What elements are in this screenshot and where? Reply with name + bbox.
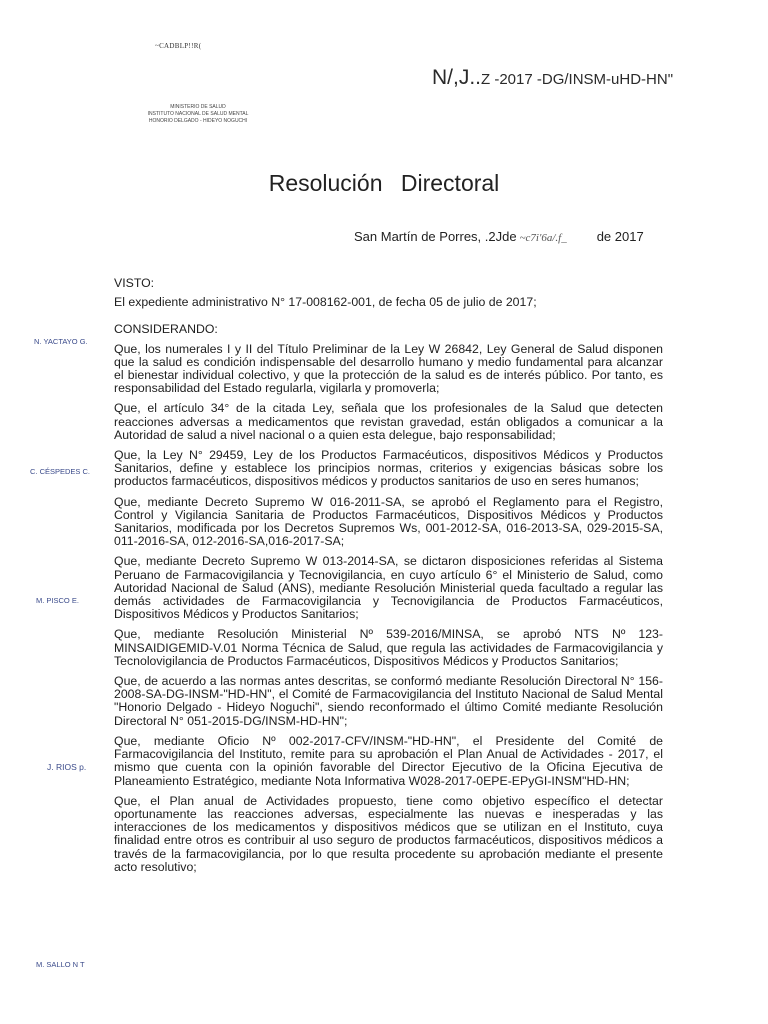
considerando-paragraph: Que, de acuerdo a las normas antes descritas, se conformó mediante Resolución Directoral N° 156-2008-SA-DG-INSM-"HD-HN", el Comité de Farmacovigilancia del Instituto Nacional de Salud Mental "Honorio Delgado - Hideyo Noguchi", siendo reconformado el último Comité mediante Resolución Directoral N° 051-2015-DG/INSM-HD-HN"; <box>114 674 663 728</box>
ministry-line: INSTITUTO NACIONAL DE SALUD MENTAL <box>147 111 249 117</box>
ministry-line: HONORIO DELGADO - HIDEYO NOGUCHI <box>148 118 248 124</box>
margin-initials: N. YACTAYO G. <box>34 337 88 346</box>
considerando-paragraph: Que, el artículo 34° de la citada Ley, señala que los profesionales de la Salud que detecten reacciones adversas a medicamentos que revistan gravedad, están obligados a comunicar a la Autoridad de salud a nivel nacional o a quien esta delegue, bajo responsabilidad; <box>114 401 663 442</box>
considerando-paragraph: Que, mediante Resolución Ministerial Nº 539-2016/MINSA, se aprobó NTS Nº 123-MINSAIDIGEMID-V.01 Norma Técnica de Salud, que regula las actividades de Farmacovigilancia y Tecnolovigilancia de Productos Farmacéuticos, Dispositivos Médicos y Productos Sanitarios; <box>114 627 663 668</box>
considerando-heading: CONSIDERANDO: <box>114 322 218 337</box>
margin-initials: M. PISCO E. <box>36 596 79 605</box>
date-place: San Martín de Porres, .2Jde <box>354 229 517 244</box>
visto-heading: VISTO: <box>114 276 155 290</box>
visto-text: El expediente administrativo N° 17-008162-001, de fecha 05 de julio de 2017; <box>114 295 537 310</box>
considerando-paragraph: Que, los numerales I y II del Título Preliminar de la Ley W 26842, Ley General de Salud disponen que la salud es condición indispensable del desarrollo humano y medio fundamental para alcanzar el bienestar individual colectivo, y que la protección de la salud es de interés público. Por tanto, es responsabilidad del Estado regularla, vigilarla y promoverla; <box>114 341 663 396</box>
considerando-paragraph: Que, mediante Oficio Nº 002-2017-CFV/INSM-"HD-HN", el Presidente del Comité de Farmacovigilancia del Instituto, remite para su aprobación el Plan Anual de Actividades - 2017, el mismo que cuenta con la opinión favorable del Director Ejecutivo de la Oficina Ejecutiva de Planeamiento Estratégico, mediante Nota Informativa W028-2017-0EPE-EPyGI-INSM"HD-HN; <box>114 733 663 788</box>
ministry-line: MINISTERIO DE SALUD <box>170 104 226 110</box>
document-body <box>114 247 663 881</box>
date-line <box>354 229 644 244</box>
margin-initials: J. RIOS p. <box>47 762 87 772</box>
ministry-seal-text <box>128 104 268 125</box>
stamp-code: ~CADBLP!!R( <box>155 42 202 50</box>
date-year: de 2017 <box>596 229 644 244</box>
document-title: Resolución Directoral <box>268 170 500 196</box>
considerando-paragraph: Que, el Plan anual de Actividades propuesto, tiene como objetivo específico el detectar oportunamente las reacciones adversas, especialmente las nuevas e inesperadas y las interacciones de los medicamentos y dispositivos médicos que se utilizan en el Instituto, cuya finalidad entre otros es contribuir al uso seguro de productos farmacéuticos, dispositivos médicos a través de la farmacovigilancia, por lo que resulta procedente su aprobación mediante el presente acto resolutivo; <box>114 793 663 874</box>
resolution-number <box>432 66 673 90</box>
margin-initials: C. CÉSPEDES C. <box>30 467 91 476</box>
considerando-paragraph: Que, mediante Decreto Supremo W 013-2014-SA, se dictaron disposiciones referidas al Sistema Peruano de Farmacovigilancia y Tecnovigilancia, en cuyo artículo 6° el Ministerio de Salud, como Autoridad Nacional de Salud (ANS), mediante Resolución Ministerial queda facultado a regular las demás actividades de Farmacovigilancia y Tecnovigilancia de Productos Farmacéuticos, Dispositivos Médicos y Productos Sanitarios; <box>114 554 663 622</box>
resolution-number-rest: Z -2017 -DG/INSM-uHD-HN" <box>481 71 674 88</box>
considerando-paragraph: Que, mediante Decreto Supremo W 016-2011-SA, se aprobó el Reglamento para el Registro, Control y Vigilancia Sanitaria de Productos Farmacéuticos, Dispositivos Médicos y Productos Sanitarios, modificada por los Decretos Supremos Ws, 001-2012-SA, 016-2013-SA, 029-2015-SA, 011-2016-SA, 012-2016-SA,016-2017-SA; <box>114 494 663 549</box>
resolution-number-prefix: N/,J.. <box>432 66 482 89</box>
considerando-paragraph: Que, la Ley N° 29459, Ley de los Productos Farmacéuticos, dispositivos Médicos y Productos Sanitarios, define y establece los principios normas, criterios y exigencias básicas sobre los productos farmacéuticos, dispositivos médicos y productos sanitarios de uso en seres humanos; <box>114 448 663 489</box>
margin-initials: M. SALLO N T <box>36 960 85 969</box>
handwritten-date: ~c7i'6a/.f_ <box>519 232 567 244</box>
